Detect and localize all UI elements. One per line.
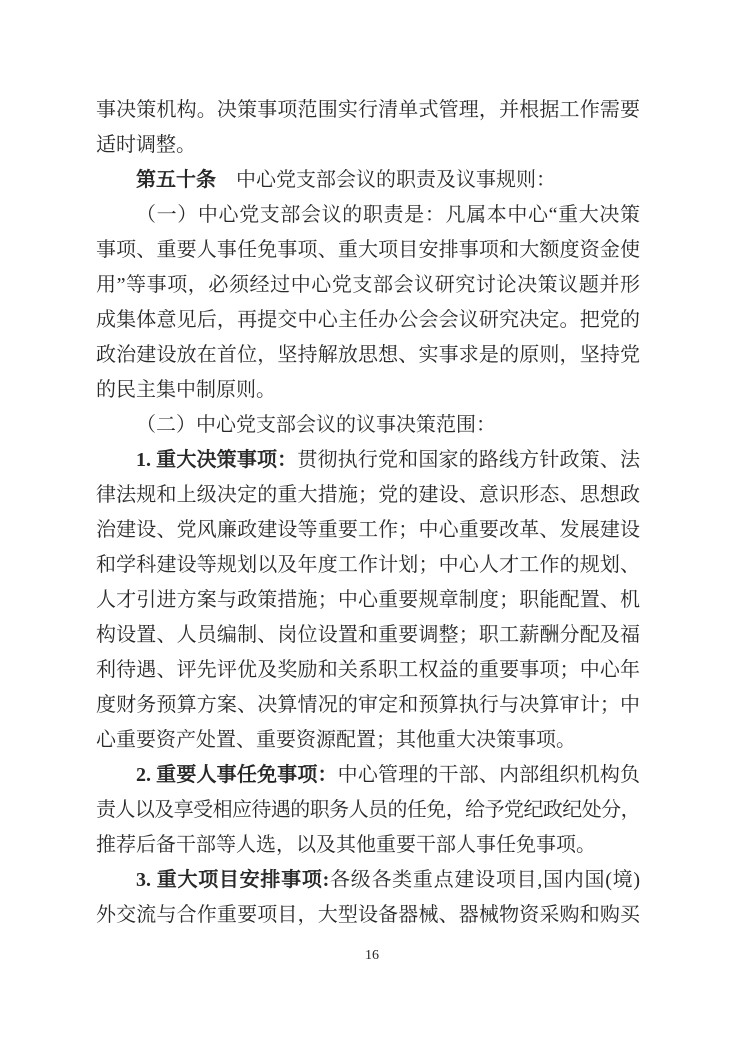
line-text: 责人以及享受相应待遇的职务人员的任免，给予党纪政纪处分， [96, 799, 640, 821]
line-text: 和学科建设等规划以及年度工作计划；中心人才工作的规划、 [96, 554, 640, 576]
line-text: （一）中心党支部会议的职责是：凡属本中心“重大决策 [136, 204, 640, 226]
line-text: 心重要资产处置、重要资源配置；其他重大决策事项。 [96, 729, 576, 751]
numbered-item-heading [96, 758, 640, 793]
section-heading [96, 408, 640, 443]
text-line [96, 548, 640, 583]
line-text: 中心管理的干部、内部组织机构负 [337, 764, 641, 786]
text-line [96, 478, 640, 513]
page-number: 16 [365, 948, 379, 963]
text-line [96, 233, 640, 268]
line-text: 各级各类重点建设项目,国内国(境) [329, 869, 640, 891]
numbered-item-heading [96, 863, 640, 898]
text-line [96, 198, 640, 233]
line-text: 外交流与合作重要项目，大型设备器械、器械物资采购和购买 [96, 904, 640, 926]
text-line [96, 303, 640, 338]
line-text: 成集体意见后，再提交中心主任办公会会议研究决定。把党的 [96, 309, 640, 331]
numbered-item-heading [96, 443, 640, 478]
text-line [96, 128, 640, 163]
text-line [96, 513, 640, 548]
line-text: 适时调整。 [96, 134, 196, 156]
line-text: 推荐后备干部等人选，以及其他重要干部人事任免事项。 [96, 834, 596, 856]
bold-lead: 1. 重大决策事项： [136, 449, 298, 471]
text-line [96, 93, 640, 128]
line-text: 政治建设放在首位，坚持解放思想、实事求是的原则，坚持党 [96, 344, 640, 366]
line-text: 贯彻执行党和国家的路线方针政策、法 [297, 449, 641, 471]
line-text: （二）中心党支部会议的议事决策范围： [136, 414, 496, 436]
line-text: 事项、重要人事任免事项、重大项目安排事项和大额度资金使 [96, 239, 640, 261]
text-line [96, 268, 640, 303]
line-text: 构设置、人员编制、岗位设置和重要调整；职工薪酬分配及福 [96, 624, 640, 646]
text-line [96, 723, 640, 758]
bold-lead: 3. 重大项目安排事项: [136, 869, 330, 891]
text-line [96, 793, 640, 828]
document-body [96, 93, 640, 933]
line-text: 度财务预算方案、决算情况的审定和预算执行与决算审计；中 [96, 694, 640, 716]
article-heading [96, 163, 640, 198]
bold-lead: 2. 重要人事任免事项： [136, 764, 338, 786]
bold-lead: 第五十条 [136, 169, 216, 191]
line-text: 律法规和上级决定的重大措施；党的建设、意识形态、思想政 [96, 484, 640, 506]
line-text: 治建设、党风廉政建设等重要工作；中心重要改革、发展建设 [96, 519, 640, 541]
line-text: 人才引进方案与政策措施；中心重要规章制度；职能配置、机 [96, 589, 640, 611]
line-text: 利待遇、评先评优及奖励和关系职工权益的重要事项；中心年 [96, 659, 640, 681]
text-line [96, 688, 640, 723]
text-line [96, 583, 640, 618]
text-line [96, 653, 640, 688]
text-line [96, 828, 640, 863]
text-line [96, 373, 640, 408]
line-text: 用”等事项，必须经过中心党支部会议研究讨论决策议题并形 [96, 274, 640, 296]
text-line [96, 338, 640, 373]
line-text: 事决策机构。决策事项范围实行清单式管理，并根据工作需要 [96, 99, 640, 121]
line-text: 中心党支部会议的职责及议事规则： [216, 169, 556, 191]
text-line [96, 618, 640, 653]
text-line [96, 898, 640, 933]
line-text: 的民主集中制原则。 [96, 379, 276, 401]
